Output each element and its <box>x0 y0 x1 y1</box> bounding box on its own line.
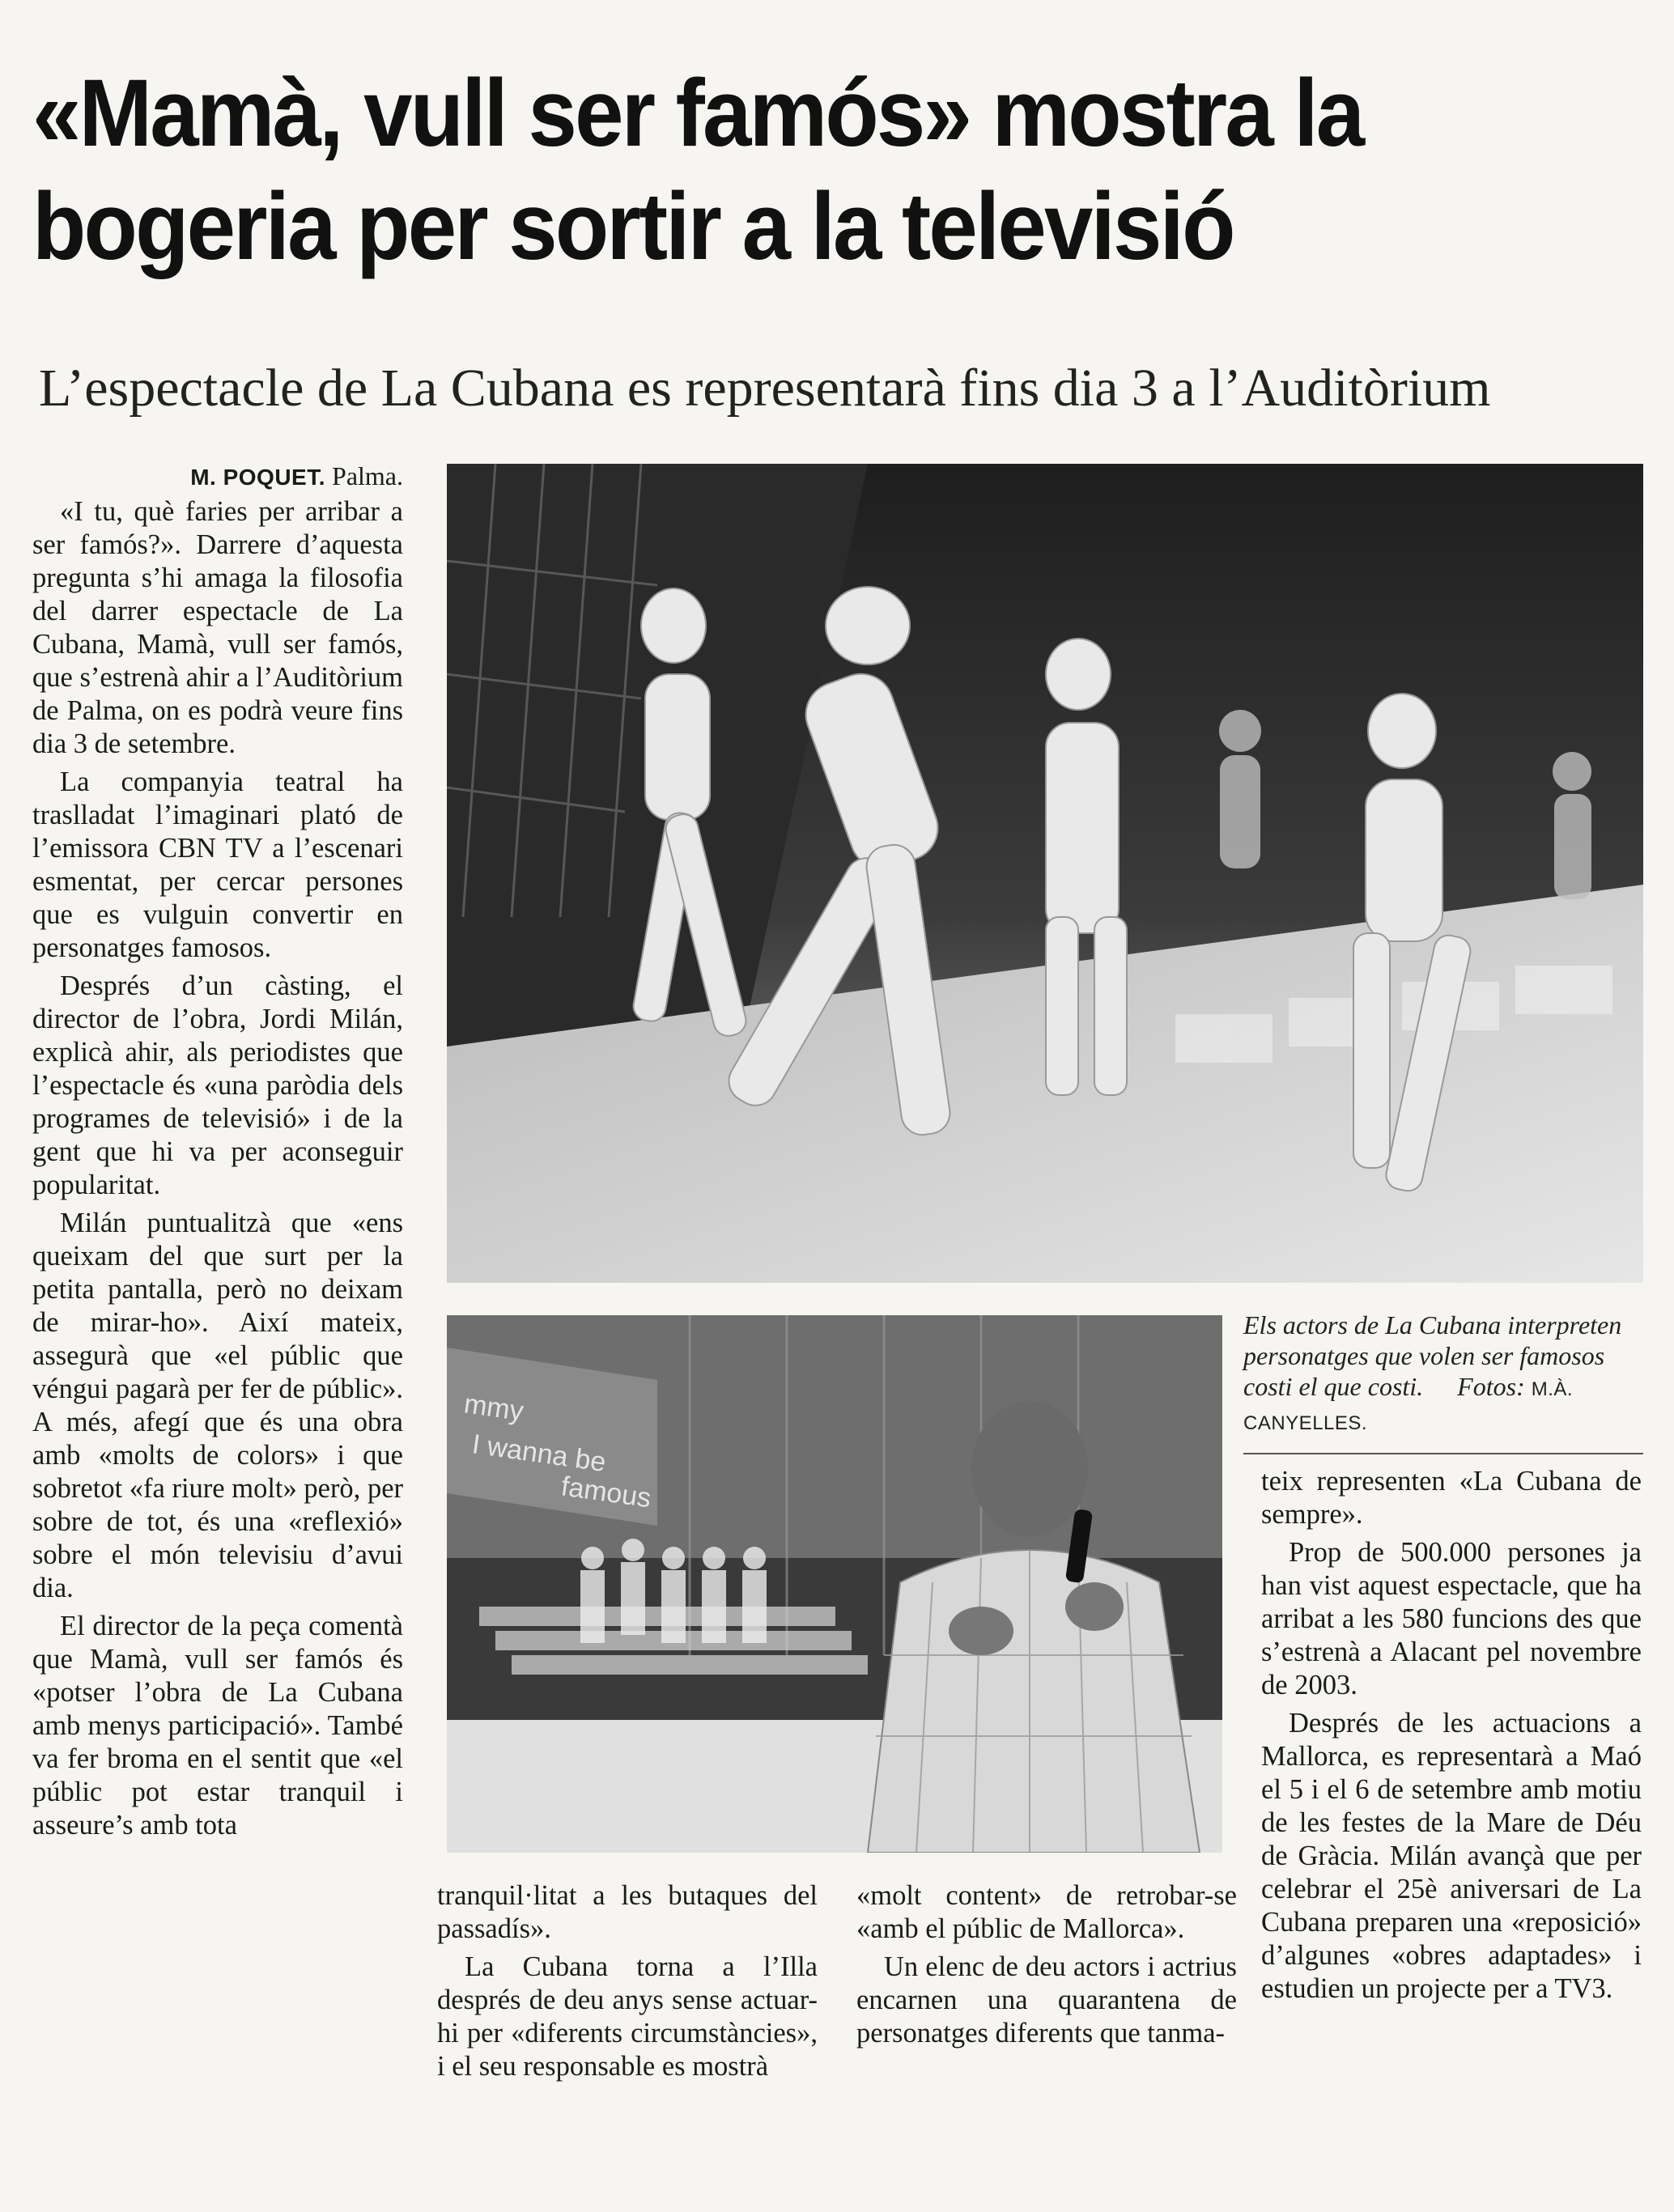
paragraph: «I tu, què faries per arribar a ser famós?». Darrere d’aquesta pregunta s’hi amaga la filosofia del darrer espectacle de La Cubana, Mamà, vull ser famós, que s’estrenà ahir a l’Auditòrium de Palma, on es podrà veure fins dia 3 de setembre. <box>32 496 403 759</box>
photo-caption <box>1243 1310 1648 1439</box>
article-column-2 <box>437 1879 818 2083</box>
article-column-1 <box>32 460 403 1842</box>
caption-credit: M.À. CANYELLES. <box>1243 1378 1574 1434</box>
paragraph: Un elenc de deu actors i actrius encarnen una quarantena de personatges diferents que tanma- <box>856 1951 1237 2049</box>
paragraph: teix representen «La Cubana de sempre». <box>1261 1466 1642 1530</box>
subheadline: L’espectacle de La Cubana es representarà fins dia 3 a l’Auditòrium <box>39 359 1491 418</box>
paragraph: El director de la peça comentà que Mamà, vull ser famós és «potser l’obra de La Cubana amb menys participació». També va fer broma en el sentit que «el públic pot estar tranquil i asseure’s amb tota <box>32 1611 403 1841</box>
byline-place: Palma. <box>332 461 403 490</box>
paragraph: Prop de 500.000 persones ja han vist aquest espectacle, que ha arribat a les 580 funcions des que s’estrenà a Alacant pel novembre de 2003. <box>1261 1537 1642 1700</box>
caption-divider <box>1243 1453 1643 1454</box>
stage-photo-illustration <box>447 464 1643 1283</box>
byline-author: M. POQUET. <box>190 465 326 490</box>
sign-text-line-3: famous <box>559 1471 653 1514</box>
paragraph: «molt content» de retrobar-se «amb el públic de Mallorca». <box>856 1880 1237 1944</box>
paragraph: Milán puntualitzà que «ens queixam del que surt per la petita pantalla, però no deixam de mirar-ho». Així mateix, assegurà que «el públic que véngui pagarà per fer de públic». A més, afegí que és una obra amb «molts de colors» i que sobretot «fa riure molt» però, per sobre de tot, és una «reflexió» sobre el món televisiu d’avui dia. <box>32 1208 403 1603</box>
paragraph: Després d’un càsting, el director de l’obra, Jordi Milán, explicà ahir, als periodistes que l’espectacle és «una paròdia dels programes de televisió» i de la gent que hi va per aconseguir popularitat. <box>32 970 403 1200</box>
paragraph: La companyia teatral ha traslladat l’imaginari plató de l’emissora CBN TV a l’escenari esmentat, per cercar persones que es vulguin convertir en personatges famosos. <box>32 766 403 963</box>
caption-credit-label: Fotos: <box>1457 1372 1525 1401</box>
article-column-3 <box>856 1879 1237 2050</box>
caption-text: Els actors de La Cubana interpreten personatges que volen ser famosos costi el que costi. <box>1243 1310 1622 1401</box>
paragraph: Després de les actuacions a Mallorca, es representarà a Maó el 5 i el 6 de setembre amb motiu de les festes de la Mare de Déu de Gràcia. Milán avançà que per celebrar el 25è aniversari de La Cubana preparen una «reposició» d’algunes «obres adaptades» i estudien un projecte per a TV3. <box>1261 1708 1642 2004</box>
byline <box>32 460 403 494</box>
director-photo-illustration <box>447 1315 1222 1853</box>
main-stage-photo <box>447 464 1643 1283</box>
article-column-4 <box>1261 1465 1642 2006</box>
paragraph: La Cubana torna a l’Illa després de deu anys sense actuar-hi per «diferents circumstàncies», i el seu responsable es mostrà <box>437 1951 818 2082</box>
director-photo <box>447 1315 1222 1853</box>
sign-text-line-2: I wanna be <box>469 1429 608 1479</box>
sign-text-line-1: mmy <box>461 1388 526 1428</box>
headline: «Mamà, vull ser famós» mostra la bogeria per sortir a la televisió <box>32 60 1363 280</box>
paragraph: tranquil·litat a les butaques del passadís». <box>437 1880 818 1944</box>
